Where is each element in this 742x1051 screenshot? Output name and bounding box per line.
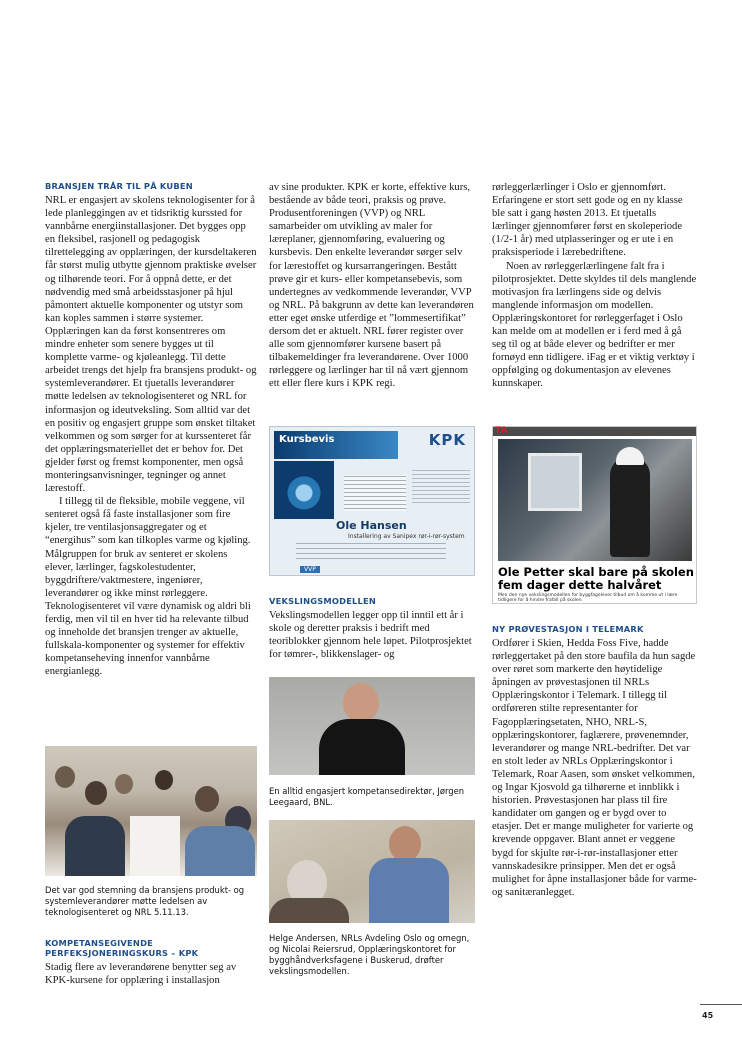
kursbevis-title: Kursbevis: [279, 434, 335, 445]
eye-graphic-icon: [274, 461, 334, 519]
photo-andersen-reiersrud: [269, 820, 475, 923]
section-vekslingsmodellen: [269, 596, 475, 661]
meeting-photo: [45, 746, 257, 876]
article-body-kuben: [45, 194, 257, 678]
portrait-photo-leegaard: [269, 677, 475, 775]
page-number: 45: [702, 1011, 714, 1020]
kpk-logo: KPK: [428, 431, 466, 449]
article-body-veksling: [492, 181, 697, 391]
paragraph: Noen av rørleggerlærlingene falt fra i pilotprosjektet. Dette skyldes til dels manglende motivasjon fra lærlingens side og delvis manglende informasjon om modellen. Opplæringskontoret for rørleggerfaget i Oslo kan melde om at modellen er i ferd med å gå seg til og at både elever og bedrifter er mer fornøyd enn tidligere. iFag er et viktig verktøy i oppfølging og dokumentasjon av elevenes kunnskaper.: [492, 260, 697, 390]
paragraph: Stadig flere av leverandørene benytter seg av KPK-kursene for opplæring i installasjon: [45, 962, 237, 987]
section-kpk: [45, 938, 257, 987]
paragraph: rørleggerlærlinger i Oslo er gjennomført. Erfaringene er stort sett gode og en ny klasse ble satt i gang høsten 2013. Et tjuetalls lærlinger gjennomfører først en skoleperiode (1/2-1 år) med utplasseringer og er ute i en praksisperiode i lærebedriftene.: [492, 182, 683, 259]
column-left: [45, 181, 257, 678]
page-number-rule: [700, 1004, 742, 1005]
kursbevis-image: [269, 426, 475, 576]
newspaper-clipping: [492, 426, 697, 604]
column-right: [492, 181, 697, 391]
paragraph: Ordfører i Skien, Hedda Foss Five, hadde rørleggertaket på den store baufila da hun sagde over røret som markerte den høytidelige åpningen av prøvestasjonen til NRLs Opplæringskontor i Telemark. I tillegg til ordføreren stilte representanter for Fagopplæringsetaten, NHO, NRL-S, opplæringskontorer, faglærere, prøvenemnder, leverandører og mange NRL-bedrifter. Det var en stolt leder av NRLs Opplæringskontor i Telemark, Roar Aasen, som ønsket velkommen, og Ingar Kjosvold ga tilhørerne et innblikk i historien. Prøvestasjonen har plass til fire kandidater om gangen og er bygd over to etasjer. Det er mange muligheter for varierte og krevende oppgaver. Blant annet er veggene bygd for skjulte rør-i-rør-installasjoner etter vannskadesikre prinsipper. Men det er også mulighet for åpne installasjoner både for varme- og sanitæranlegget.: [492, 638, 697, 898]
section-heading-telemark: NY PRØVESTASJON I TELEMARK: [492, 624, 644, 634]
paragraph: Vekslingsmodellen legger opp til inntil ett år i skole og deretter praksis i bedrift med teoriblokker gjennom hele løpet. Pilotprosjektet for tømrer-, blikkenslager- og: [269, 610, 472, 661]
leegaard-caption: En alltid engasjert kompetansedirektør, Jørgen Leegaard, BNL.: [269, 786, 465, 807]
paragraph: NRL er engasjert av skolens teknologisenter for å lede planleggingen av et tidsriktig kurssted for vannbårne energiinstallasjoner. Det bygges opp en fleksibel, rasjonell og pedagogisk tilrettelegging av opplæringen, der kursdeltakeren får størst mulig utbytte gjennom praktiske øvelser og tilhørende teori. For å oppnå dette, er det nødvendig med små arbeidsstasjoner på hjul påmontert aktuelle komponenter og utstyr som kan koples sammen i større systemer. Opplæringen kan da først konsentreres om mindre enheter som senere bygges ut til komplette varme- og kjøleanlegg. Til dette arbeidet trengs det hjelp fra bransjens produkt- og systemleverandører. Et tjuetalls leverandører møtte ledelsen av teknologisenteret og NRL for informasjon og ideutveksling. Som alltid var det en positiv og engasjert gruppe som ønsket tiltaket velkommen og som sørger for at kurssenteret får det opplæringsmateriellet det er behov for. Det gjelder først og fremst komponenter, men også monteringsanvisninger, tegninger og annet lærestoff.: [45, 195, 257, 495]
kursbevis-subtitle: Installering av Sanipex rør-i-rør-system: [348, 533, 465, 540]
section-telemark: [492, 624, 697, 899]
newspaper-headline: Ole Petter skal bare på skolen fem dager dette halvåret: [498, 565, 694, 592]
newspaper-logo: TA: [495, 426, 508, 436]
vvp-logo: VVP: [300, 566, 320, 573]
student-photo: [498, 439, 692, 561]
helmet-icon: [616, 447, 644, 465]
kursbevis-name: Ole Hansen: [336, 519, 407, 532]
paragraph: av sine produkter. KPK er korte, effektive kurs, bestående av både teori, praksis og prøve. Produsentforeningen (VVP) og NRL samarbeider om utvikling av maler for læreplaner, gjennomføring, evaluering og kursbevis. Den enkelte leverandør sørger selv for lærestoffet og kursarrangeringen. Bestått prøve gir et kurs- eller kompetansebevis, som undertegnes av vedkommende leverandør, VVP og NRL. På bakgrunn av dette kan leverandøren etter eget ønske utferdige et ”lommesertifikat” dersom det er aktuelt. NRL fører register over alle som gjennomfører kursene basert på tilbakemeldinger fra leverandørene. Over 1000 rørleggere og lærlinger har til nå vært gjennom ett eller flere kurs i KPK regi.: [269, 182, 474, 390]
column-middle: [269, 181, 475, 391]
meeting-photo-caption: Det var god stemning da bransjens produkt- og systemleverandører møtte ledelsen av teknologisenteret og NRL 5.11.13.: [45, 885, 245, 917]
section-heading-vekslingsmodellen: VEKSLINGSMODELLEN: [269, 596, 377, 606]
newspaper-subline: Men den nye vekslingsmodellen for byggfagelever tilbud om å komme ut i lære tidligere for å hindre frafall på skolen.: [498, 593, 678, 603]
paragraph: I tillegg til de fleksible, mobile veggene, vil senteret også få faste installasjoner som fire kjeler, tre ventilasjonsaggregater og et “energihus” som kan tilkoples varme og kjøling. Målgruppen for bruk av senteret er skolens elever, lærlinger, fagskolestudenter, byggdriftere/vaktmestere, ingeniører, leverandører og ikke minst rørleggere. Teknologisenteret vil være dynamisk og aldri bli ferdig, men vil til en hver tid ha relevante tilbud og inneholde det bransjen trenger av aktuelle, fullskala-komponenter og systemer for effektiv kompetanseheving innenfor vannbårne energianlegg.: [45, 496, 251, 678]
section-heading-kuben: BRANSJEN TRÅR TIL PÅ KUBEN: [45, 181, 193, 191]
section-heading-kpk: KOMPETANSEGIVENDE PERFEKSJONERINGSKURS – KPK: [45, 938, 199, 958]
andersen-caption: Helge Andersen, NRLs Avdeling Oslo og omegn, og Nicolai Reiersrud, Opplæringskontoret for bygghåndverksfagene i Buskerud, drøfter vekslingsmodellen.: [269, 933, 470, 976]
